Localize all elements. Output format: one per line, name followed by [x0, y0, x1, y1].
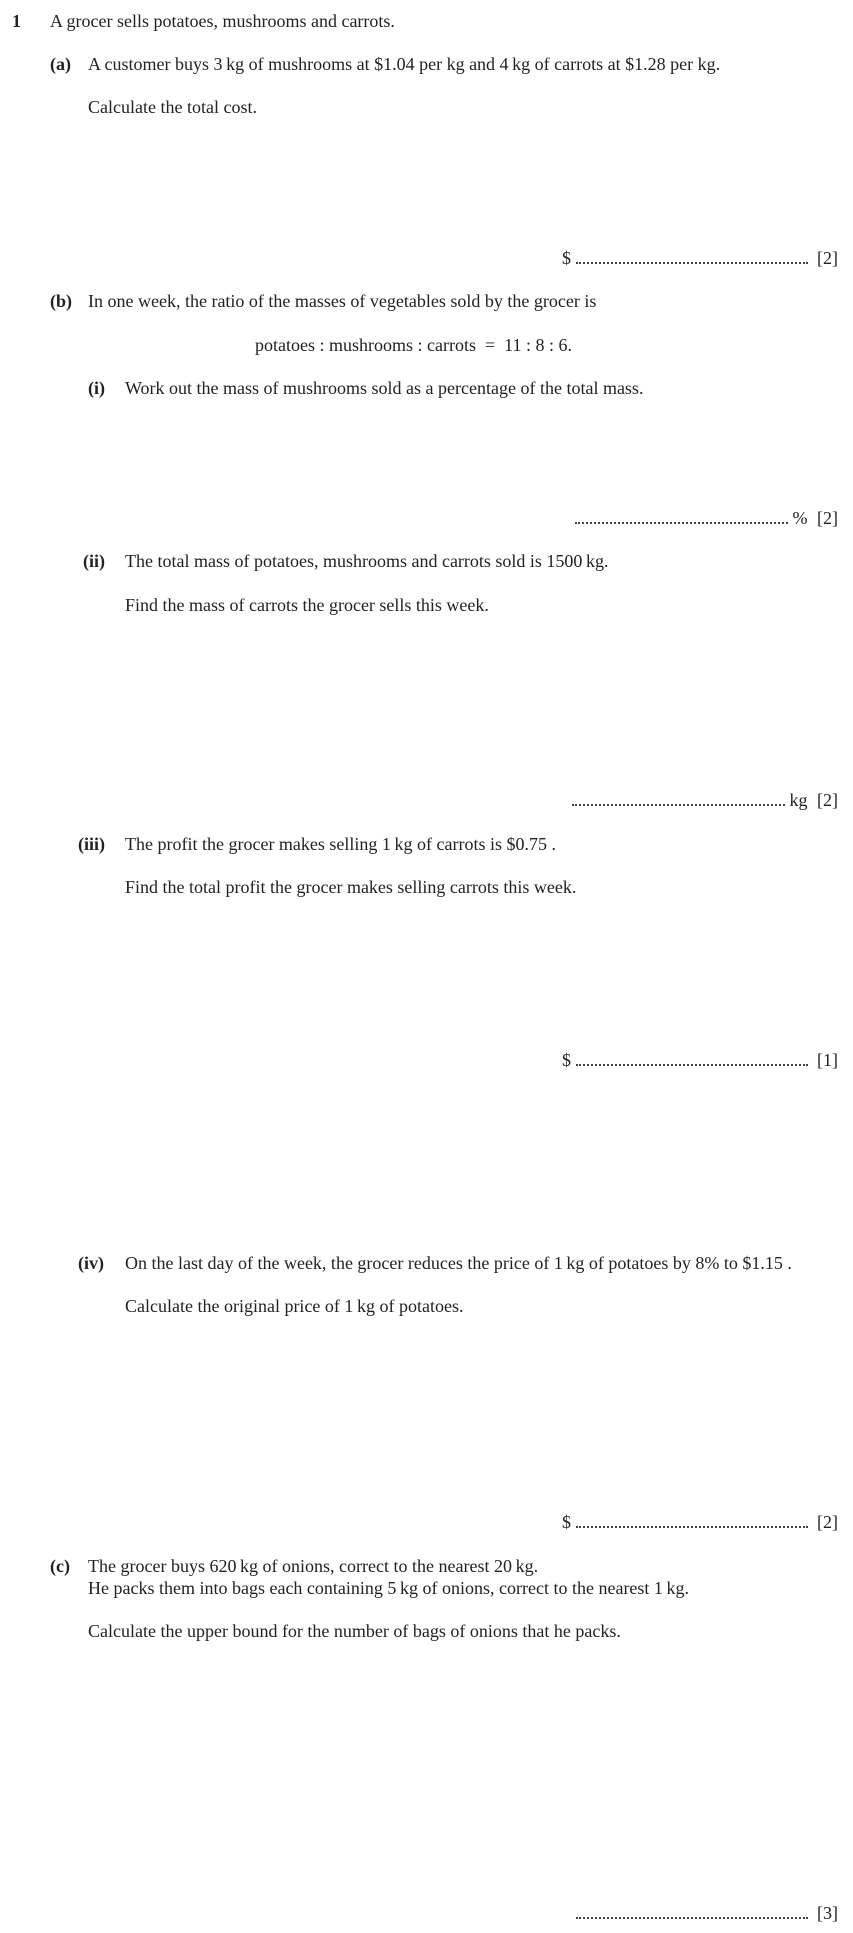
- part-b-text: In one week, the ratio of the masses of vegetables sold by the grocer is: [88, 291, 597, 311]
- answer-dotted-line[interactable]: [576, 1512, 808, 1528]
- currency-prefix: $: [562, 1512, 571, 1532]
- part-b-iii-instruction: Find the total profit the grocer makes selling carrots this week.: [125, 877, 577, 897]
- part-b-iv-instruction: Calculate the original price of 1 kg of potatoes.: [125, 1296, 464, 1316]
- part-c-instruction: Calculate the upper bound for the number of bags of onions that he packs.: [88, 1621, 621, 1641]
- question-intro: A grocer sells potatoes, mushrooms and carrots.: [50, 11, 395, 31]
- part-c-label: (c): [50, 1556, 70, 1576]
- answer-dotted-line[interactable]: [572, 790, 785, 806]
- marks-label: [1]: [817, 1050, 838, 1070]
- part-a-text: A customer buys 3 kg of mushrooms at $1.04 per kg and 4 kg of carrots at $1.28 per kg.: [88, 54, 721, 74]
- part-b-iii-text: The profit the grocer makes selling 1 kg of carrots is $0.75 .: [125, 834, 556, 854]
- unit-label: kg: [789, 790, 808, 810]
- part-b-ii-answer-line[interactable]: [572, 789, 838, 811]
- part-b-iv-text: On the last day of the week, the grocer reduces the price of 1 kg of potatoes by 8% to $1.15 .: [125, 1253, 792, 1273]
- ratio-statement: potatoes : mushrooms : carrots = 11 : 8 : 6.: [255, 335, 572, 355]
- part-b-i-answer-line[interactable]: [575, 507, 838, 529]
- part-b-iv-answer-line[interactable]: [562, 1511, 838, 1533]
- part-a-label: (a): [50, 54, 71, 74]
- part-c-text-1: The grocer buys 620 kg of onions, correct to the nearest 20 kg.: [88, 1556, 539, 1576]
- marks-label: [2]: [817, 248, 838, 268]
- question-number: 1: [12, 11, 21, 31]
- part-b-ii-instruction: Find the mass of carrots the grocer sells this week.: [125, 595, 489, 615]
- part-b-iii-label: (iii): [78, 834, 105, 854]
- answer-dotted-line[interactable]: [576, 1050, 808, 1066]
- part-b-iv-label: (iv): [78, 1253, 104, 1273]
- part-b-ii-text: The total mass of potatoes, mushrooms and carrots sold is 1500 kg.: [125, 551, 609, 571]
- answer-dotted-line[interactable]: [576, 248, 808, 264]
- part-b-ii-label: (ii): [83, 551, 105, 571]
- currency-prefix: $: [562, 248, 571, 268]
- currency-prefix: $: [562, 1050, 571, 1070]
- answer-dotted-line[interactable]: [576, 1903, 808, 1919]
- part-c-answer-line[interactable]: [576, 1902, 839, 1924]
- part-a-instruction: Calculate the total cost.: [88, 97, 257, 117]
- part-a-answer-line[interactable]: [562, 247, 838, 269]
- marks-label: [2]: [817, 1512, 838, 1532]
- part-b-i-label: (i): [88, 378, 105, 398]
- answer-dotted-line[interactable]: [575, 508, 788, 524]
- part-b-label: (b): [50, 291, 72, 311]
- marks-label: [2]: [817, 790, 838, 810]
- part-b-iii-answer-line[interactable]: [562, 1049, 838, 1071]
- marks-label: [3]: [817, 1903, 838, 1923]
- part-b-i-text: Work out the mass of mushrooms sold as a percentage of the total mass.: [125, 378, 644, 398]
- unit-label: %: [792, 508, 808, 528]
- part-c-text-2: He packs them into bags each containing 5 kg of onions, correct to the nearest 1 kg.: [88, 1578, 690, 1598]
- marks-label: [2]: [817, 508, 838, 528]
